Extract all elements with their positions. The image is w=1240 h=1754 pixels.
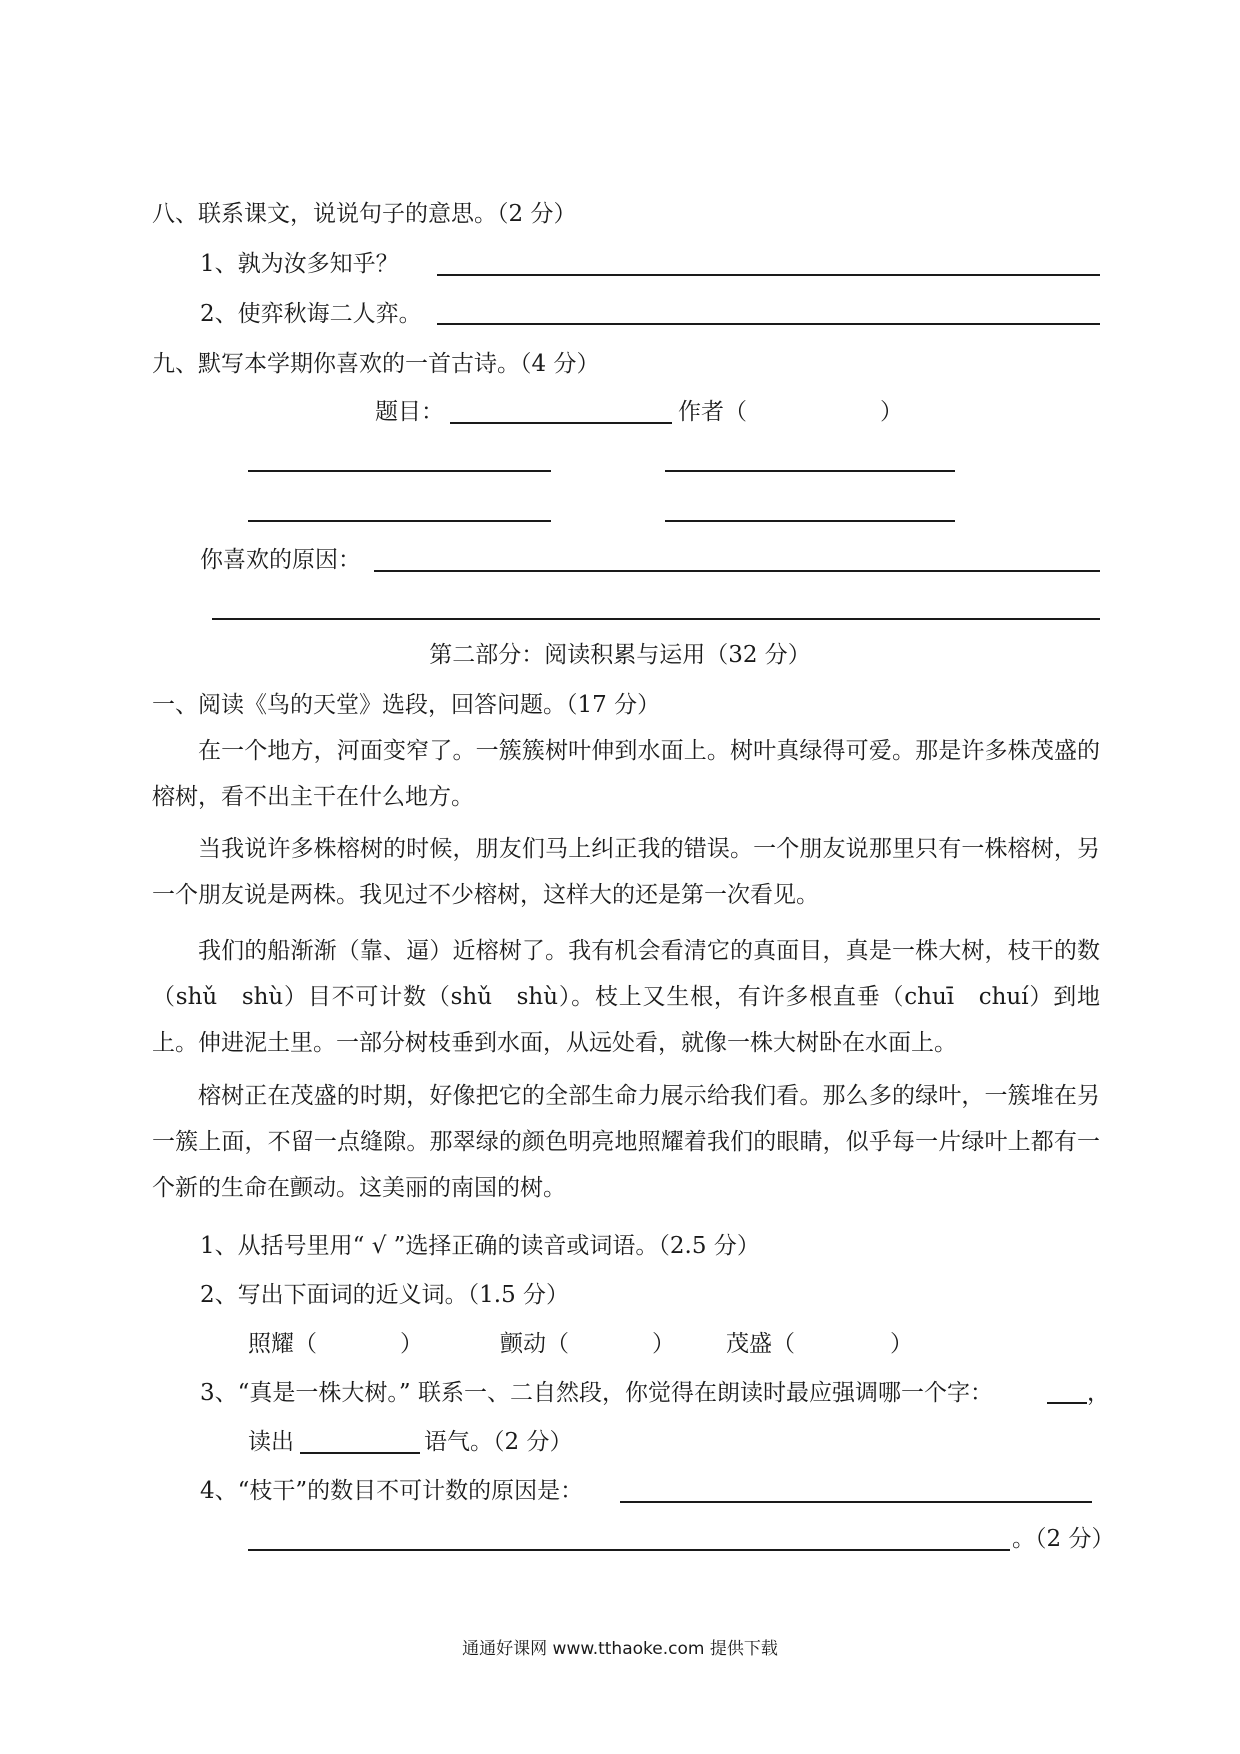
section-8-title: 八、联系课文，说说句子的意思。（2 分） bbox=[152, 201, 577, 227]
question-8-2: 2、使弈秋诲二人弈。 bbox=[200, 301, 422, 327]
sub-question-3-tone: 语气。（2 分） bbox=[424, 1429, 573, 1455]
poem-line-2[interactable] bbox=[665, 470, 955, 472]
poem-title-label: 题目： bbox=[375, 399, 444, 425]
poem-author-close: ） bbox=[880, 399, 903, 425]
reason-label: 你喜欢的原因： bbox=[200, 547, 361, 573]
tone-line[interactable] bbox=[300, 1452, 420, 1454]
part-2-heading: 第二部分：阅读积累与运用（32 分） bbox=[429, 642, 811, 668]
section-9-title: 九、默写本学期你喜欢的一首古诗。（4 分） bbox=[152, 351, 600, 377]
sub-question-4-score: 。（2 分） bbox=[1012, 1526, 1115, 1552]
synonym-word-2: 颤动（ bbox=[500, 1331, 569, 1357]
synonym-word-3: 茂盛（ bbox=[726, 1331, 795, 1357]
answer-line-8-1[interactable] bbox=[437, 274, 1100, 276]
synonym-word-1: 照耀（ bbox=[248, 1331, 317, 1357]
poem-author-label: 作者（ bbox=[678, 399, 747, 425]
poem-line-1[interactable] bbox=[248, 470, 551, 472]
reason-line-1[interactable] bbox=[374, 570, 1100, 572]
poem-line-3[interactable] bbox=[248, 520, 551, 522]
synonym-close-3: ） bbox=[890, 1331, 913, 1357]
synonym-close-2: ） bbox=[652, 1331, 675, 1357]
answer-line-8-2[interactable] bbox=[437, 323, 1100, 325]
passage-paragraph-2: 当我说许多株榕树的时候，朋友们马上纠正我的错误。一个朋友说那里只有一株榕树，另一个朋友说是两株。我见过不少榕树，这样大的还是第一次看见。 bbox=[152, 836, 1100, 908]
passage-paragraph-1: 在一个地方，河面变窄了。一簇簇树叶伸到水面上。树叶真绿得可爱。那是许多株茂盛的榕树，看不出主干在什么地方。 bbox=[152, 738, 1100, 810]
emphasis-char-line[interactable] bbox=[1047, 1402, 1087, 1404]
reason-answer-line-2[interactable] bbox=[248, 1549, 1010, 1551]
sub-question-3-read: 读出 bbox=[248, 1429, 294, 1455]
reading-question-title: 一、阅读《鸟的天堂》选段，回答问题。（17 分） bbox=[152, 692, 661, 718]
sub-question-2: 2、写出下面词的近义词。（1.5 分） bbox=[200, 1282, 570, 1308]
sub-question-3: 3、“真是一株大树。” 联系一、二自然段，你觉得在朗读时最应强调哪一个字： bbox=[200, 1380, 993, 1406]
synonym-close-1: ） bbox=[400, 1331, 423, 1357]
poem-line-4[interactable] bbox=[665, 520, 955, 522]
sub-question-4: 4、“枝干”的数目不可计数的原因是： bbox=[200, 1478, 584, 1504]
passage-paragraph-3: 我们的船渐渐（靠、逼）近榕树了。我有机会看清它的真面目，真是一株大树，枝干的数（shǔ shù）目不可计数（shǔ shù）。枝上又生根，有许多根直垂（chuī chuí）到地上。伸进泥土里。一部分树枝垂到水面，从远处看，就像一株大树卧在水面上。 bbox=[152, 938, 1100, 1056]
reason-line-2[interactable] bbox=[212, 618, 1100, 620]
question-8-1: 1、孰为汝多知乎？ bbox=[200, 251, 399, 277]
poem-title-line[interactable] bbox=[450, 422, 672, 424]
reason-answer-line-1[interactable] bbox=[620, 1501, 1092, 1503]
sub-question-3-comma: ， bbox=[1087, 1380, 1110, 1406]
passage-paragraph-4: 榕树正在茂盛的时期，好像把它的全部生命力展示给我们看。那么多的绿叶，一簇堆在另一簇上面，不留一点缝隙。那翠绿的颜色明亮地照耀着我们的眼睛，似乎每一片绿叶上都有一个新的生命在颤动。这美丽的南国的树。 bbox=[152, 1083, 1100, 1201]
footer-download-note: 通通好课网 www.tthaoke.com 提供下载 bbox=[462, 1639, 778, 1659]
sub-question-1: 1、从括号里用“ √ ”选择正确的读音或词语。（2.5 分） bbox=[200, 1233, 760, 1259]
